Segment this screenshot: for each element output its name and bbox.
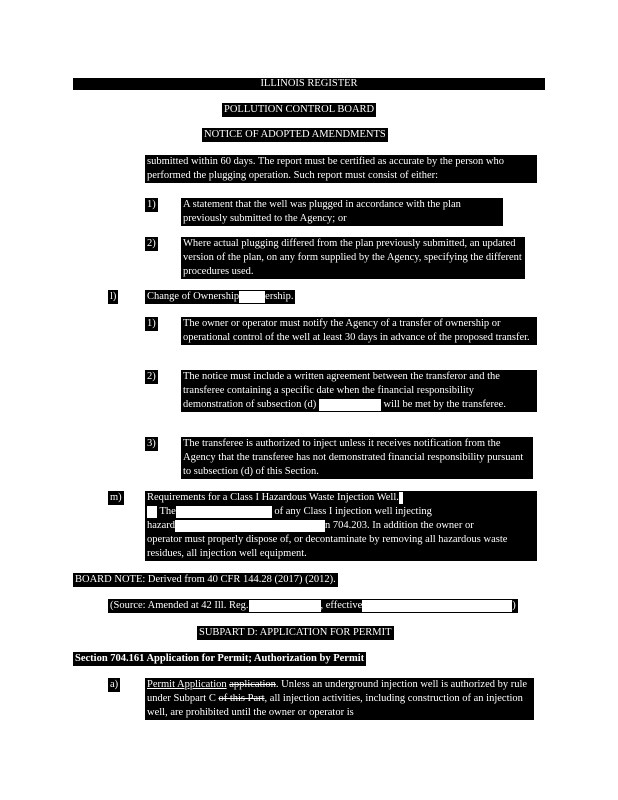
redaction-gap <box>399 492 403 504</box>
para-a-text <box>145 678 534 720</box>
source-part-c: ) <box>512 600 516 611</box>
item-l3-text: The transferee is authorized to inject unless it receives notification from the Agency that the transferee has not demonstrated financial responsibility pursuant to subsection (d) of this Section. <box>181 437 533 479</box>
item-l1-number: 1) <box>147 318 156 329</box>
item-l2-text-a: The notice must include a written agreement between the transferor and the transferee containing a specific date when the financial responsibility demonstration of subsection (d) <box>183 371 500 410</box>
section-l-heading <box>145 290 295 304</box>
register-header-bar <box>73 78 545 90</box>
item-l2-text <box>181 370 537 412</box>
redaction-gap <box>239 291 265 303</box>
redaction-gap <box>175 520 325 532</box>
para-a-struck2: of this Part <box>218 693 265 704</box>
para-a-struck: application <box>229 679 276 690</box>
section-l-title: Change of Ownership <box>147 291 240 302</box>
redaction-gap <box>249 600 321 612</box>
item-a2-text: Where actual plugging differed from the plan previously submitted, an updated version of the plan, on any form supplied by the Agency, specifying the different procedures used. <box>181 237 525 279</box>
para-a-text2: , all injection activities, including construction of an injection well, are prohibited until the owner or operator is <box>147 693 523 718</box>
item-l2-number: 2) <box>147 371 156 382</box>
subpart-heading: SUBPART D: APPLICATION FOR PERMIT <box>199 627 392 638</box>
section-m-line1: Requirements for a Class I Hazardous Waste Injection Well. <box>147 492 399 503</box>
item-l1-text: The owner or operator must notify the Agency of a transfer of ownership or operational control of the well at least 30 days in advance of the proposed transfer. <box>181 317 537 345</box>
section-704-161-heading: Section 704.161 Application for Permit; Authorization by Permit <box>75 653 365 664</box>
item-a1-number: 1) <box>147 199 156 210</box>
item-l2-text-b: will be met by the transferee. <box>383 399 506 410</box>
redaction-gap <box>362 600 512 612</box>
item-a2-number: 2) <box>147 238 156 249</box>
section-m-line3a: hazard <box>147 520 175 531</box>
source-line <box>108 599 518 613</box>
redaction-gap <box>176 506 272 518</box>
board-title: POLLUTION CONTROL BOARD <box>224 104 375 115</box>
notice-title: NOTICE OF ADOPTED AMENDMENTS <box>204 129 386 140</box>
item-l3-number: 3) <box>147 438 156 449</box>
source-part-b: , effective <box>320 600 363 611</box>
section-m-rest: operator must properly dispose of, or decontaminate by removing all hazardous waste residues, all injection well equipment. <box>147 534 508 559</box>
intro-paragraph: submitted within 60 days. The report must be certified as accurate by the person who performed the plugging operation. Such report must consist of either: <box>145 155 537 183</box>
section-m-text <box>145 491 537 561</box>
section-m-line2b: of any Class I injection well injecting <box>274 506 432 517</box>
source-part-a: (Source: Amended at 42 Ill. Reg. <box>110 600 249 611</box>
redaction-gap <box>147 506 157 518</box>
section-m-line3b: n 704.203. In addition the owner or <box>324 520 474 531</box>
para-a-inserted: Permit Application <box>147 679 227 690</box>
section-m-letter: m) <box>110 492 122 503</box>
register-title: ILLINOIS REGISTER <box>260 78 358 89</box>
para-a-letter: a) <box>110 679 119 690</box>
redaction-gap <box>319 399 381 411</box>
para-a-text1: . Unless an underground injection well is authorized by rule under Subpart C <box>147 679 528 704</box>
section-l-letter: l) <box>110 291 117 302</box>
section-m-line2: The <box>159 506 176 517</box>
board-note: BOARD NOTE: Derived from 40 CFR 144.28 (2017) (2012). <box>75 574 336 585</box>
section-l-tail: ership. <box>265 291 294 302</box>
item-a1-text: A statement that the well was plugged in accordance with the plan previously submitted to the Agency; or <box>181 198 503 226</box>
